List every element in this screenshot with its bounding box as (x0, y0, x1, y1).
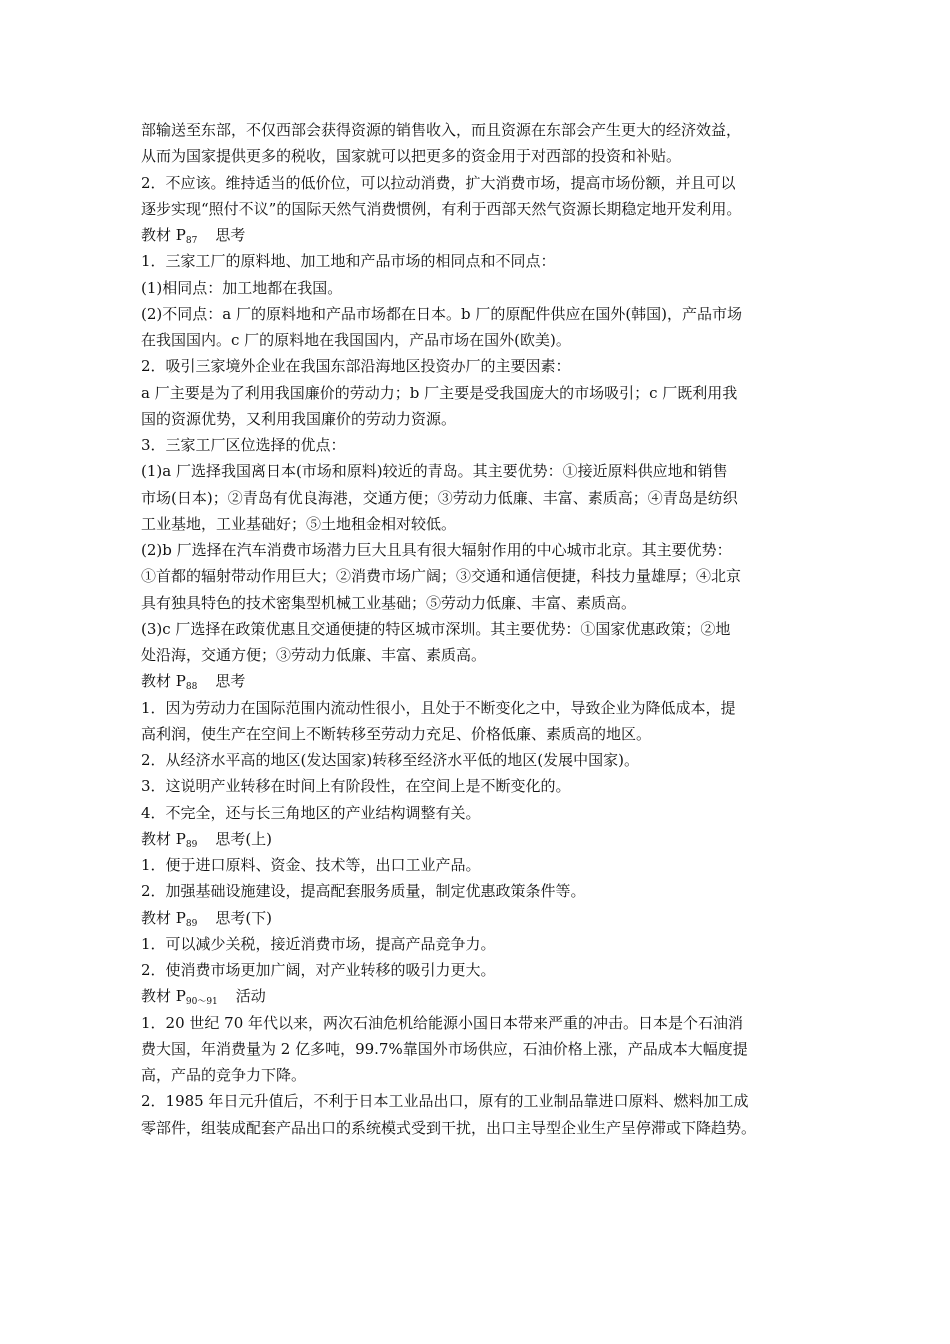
heading-page-number: 87 (185, 236, 198, 246)
text-line: 1．三家工厂的原料地、加工地和产品市场的相同点和不同点： (141, 252, 556, 271)
paragraph (141, 170, 831, 223)
text-line: 高，产品的竞争力下降。 (141, 1066, 307, 1084)
document-body (141, 117, 831, 1141)
paragraph (141, 275, 831, 301)
heading-title: 思考 (215, 672, 246, 691)
text-line: 零部件，组装成配套产品出口的系统模式受到干扰，出口主导型企业生产呈停滞或下降趋势。 (141, 1118, 757, 1137)
text-line: 高利润，使生产在空间上不断转移至劳动力充足、价格低廉、素质高的地区。 (141, 724, 652, 743)
heading-page-number: 88 (185, 682, 198, 693)
heading-prefix: 教材 P (141, 672, 186, 691)
text-line: 2．使消费市场更加广阔，对产业转移的吸引力更大。 (141, 961, 496, 979)
heading-page-number: 89 (185, 839, 198, 850)
paragraph (141, 301, 831, 354)
section-heading (141, 905, 831, 931)
text-line: 从而为国家提供更多的税收，国家就可以把更多的资金用于对西部的投资和补贴。 (141, 147, 682, 166)
paragraph (141, 800, 831, 826)
text-line: 4．不完全，还与长三角地区的产业结构调整有关。 (141, 803, 481, 822)
text-line: 3．这说明产业转移在时间上有阶段性，在空间上是不断变化的。 (141, 777, 571, 796)
heading-title: 思考(上) (215, 829, 273, 848)
text-line: 1．因为劳动力在国际范围内流动性很小，且处于不断变化之中，导致企业为降低成本，提 (141, 698, 736, 717)
paragraph (141, 773, 831, 799)
paragraph (141, 1088, 831, 1141)
heading-page-number: 89 (185, 918, 198, 929)
paragraph (141, 747, 831, 773)
text-line: 工业基地，工业基础好；⑤土地租金相对较低。 (141, 514, 457, 533)
paragraph (141, 878, 831, 904)
paragraph (141, 248, 831, 274)
paragraph (141, 957, 831, 983)
text-line: 1．可以减少关税，接近消费市场，提高产品竞争力。 (141, 934, 496, 953)
heading-title: 活动 (235, 987, 266, 1006)
heading-prefix: 教材 P (141, 829, 186, 848)
paragraph (141, 458, 831, 537)
paragraph (141, 1010, 831, 1089)
heading-title: 思考(下) (215, 908, 273, 927)
paragraph (141, 432, 831, 458)
heading-title: 思考 (215, 226, 246, 244)
heading-page-number: 90～91 (185, 997, 218, 1008)
text-line: 处沿海，交通方便；③劳动力低廉、丰富、素质高。 (141, 646, 487, 664)
paragraph (141, 537, 831, 616)
text-line: (1)a 厂选择我国离日本(市场和原料)较近的青岛。其主要优势：①接近原料供应地和销售 (141, 462, 728, 481)
paragraph (141, 931, 831, 957)
text-line: 市场(日本)；②青岛有优良海港，交通方便；③劳动力低廉、丰富、素质高；④青岛是纺织 (141, 488, 738, 507)
text-line: 部输送至东部，不仅西部会获得资源的销售收入，而且资源在东部会产生更大的经济效益， (141, 121, 742, 139)
heading-prefix: 教材 P (141, 226, 186, 244)
paragraph (141, 117, 831, 170)
section-heading (141, 668, 831, 694)
text-line: 2．吸引三家境外企业在我国东部沿海地区投资办厂的主要因素： (141, 357, 571, 376)
paragraph (141, 380, 831, 433)
heading-prefix: 教材 P (141, 987, 186, 1006)
text-line: 1．便于进口原料、资金、技术等，出口工业产品。 (141, 856, 481, 874)
text-line: (1)相同点：加工地都在我国。 (141, 278, 343, 297)
text-line: 3．三家工厂区位选择的优点： (141, 436, 346, 454)
text-line: 逐步实现“照付不议”的国际天然气消费惯例，有利于西部天然气资源长期稳定地开发利用。 (141, 199, 742, 218)
text-line: (3)c 厂选择在政策优惠且交通便捷的特区城市深圳。其主要优势：①国家优惠政策；②地 (141, 619, 731, 638)
section-heading (141, 826, 831, 852)
text-line: (2)不同点：a 厂的原料地和产品市场都在日本。b 厂的原配件供应在国外(韩国)，产品市场 (141, 304, 743, 323)
text-line: 2．1985 年日元升值后，不利于日本工业品出口，原有的工业制品靠进口原料、燃料加工成 (141, 1092, 749, 1111)
text-line: 2．从经济水平高的地区(发达国家)转移至经济水平低的地区(发展中国家)。 (141, 751, 639, 769)
text-line: 在我国国内。c 厂的原料地在我国国内，产品市场在国外(欧美)。 (141, 331, 571, 349)
paragraph (141, 616, 831, 669)
paragraph (141, 353, 831, 379)
text-line: ①首都的辐射带动作用巨大；②消费市场广阔；③交通和通信便捷，科技力量雄厚；④北京 (141, 567, 742, 586)
text-line: 费大国，年消费量为 2 亿多吨，99.7%靠国外市场供应，石油价格上涨，产品成本大幅度提 (141, 1039, 748, 1058)
section-heading (141, 983, 831, 1009)
text-line: a 厂主要是为了利用我国廉价的劳动力；b 厂主要是受我国庞大的市场吸引；c 厂既利用我 (141, 383, 738, 402)
paragraph (141, 852, 831, 878)
paragraph (141, 695, 831, 748)
text-line: (2)b 厂选择在汽车消费市场潜力巨大且具有很大辐射作用的中心城市北京。其主要优势： (141, 541, 732, 559)
text-line: 1．20 世纪 70 年代以来，两次石油危机给能源小国日本带来严重的冲击。日本是个石油消 (141, 1013, 744, 1032)
text-line: 国的资源优势，又利用我国廉价的劳动力资源。 (141, 409, 457, 428)
text-line: 具有独具特色的技术密集型机械工业基础；⑤劳动力低廉、丰富、素质高。 (141, 593, 637, 612)
heading-prefix: 教材 P (141, 908, 186, 927)
section-heading (141, 222, 831, 248)
text-line: 2．不应该。维持适当的低价位，可以拉动消费，扩大消费市场，提高市场份额，并且可以 (141, 173, 736, 192)
text-line: 2．加强基础设施建设，提高配套服务质量，制定优惠政策条件等。 (141, 882, 586, 901)
